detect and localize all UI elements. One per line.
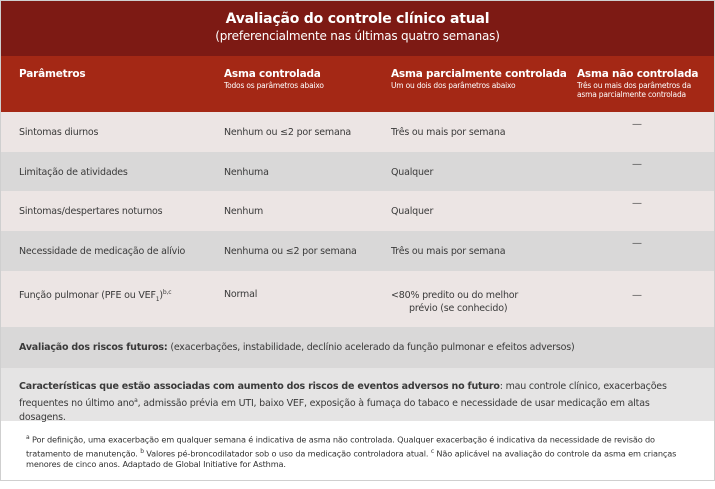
future-risk-row: [1, 327, 714, 368]
controlled-cell: Nenhum ou ≤2 por semana: [224, 127, 352, 138]
controlled-cell: Nenhuma: [224, 167, 269, 178]
column-header-uncontrolled: Asma não controlada Três ou mais dos parâmetros da asma parcialmente controlada: [577, 68, 699, 99]
table-row: [1, 112, 714, 152]
controlled-cell: Nenhum: [224, 206, 264, 217]
column-header-controlled: Asma controlada Todos os parâmetros abaixo: [224, 68, 324, 90]
param-cell: Necessidade de medicação de alívio: [19, 246, 186, 257]
uncontrolled-cell: —: [632, 119, 642, 130]
param-cell: Função pulmonar (PFE ou $VEF_1)^{b,c}$: [19, 289, 172, 304]
uncontrolled-cell: —: [632, 198, 642, 209]
characteristics-row: [1, 368, 714, 424]
footnotes: $^a$ Por definição, uma exacerbação em qualquer semana é indicativa de asma não controlada. Qualquer exacerbação é indicativa da necessidade de revisão do tratamento de manutenção. $^b$ Valores pé-broncodilatador sob o uso da medicação controladora atual. $^c$ Não aplicável na avaliação do controle da asma em crianças menores de cinco anos. Adaptado de Global Initiative for Asthma.: [26, 434, 677, 470]
partial-cell: Qualquer: [391, 167, 434, 178]
title-bar: [1, 1, 714, 56]
partial-cell: <80% predito ou do melhor prévio (se conhecido): [391, 290, 519, 314]
controlled-cell: Normal: [224, 289, 258, 300]
controlled-cell: Nenhuma ou ≤2 por semana: [224, 246, 357, 257]
table-row: [1, 152, 714, 191]
page-title: Avaliação do controle clínico atual: [225, 11, 490, 27]
param-cell: Sintomas/despertares noturnos: [19, 206, 163, 217]
column-header-partial: Asma parcialmente controlada Um ou dois dos parâmetros abaixo: [391, 68, 567, 90]
uncontrolled-cell: —: [632, 290, 642, 301]
page-subtitle: (preferencialmente nas últimas quatro semanas): [215, 29, 500, 43]
partial-cell: Qualquer: [391, 206, 434, 217]
uncontrolled-cell: —: [632, 159, 642, 170]
future-risk-text: Avaliação dos riscos futuros: (exacerbações, instabilidade, declínio acelerado da função pulmonar e efeitos adversos): [19, 342, 575, 353]
partial-cell: Três ou mais por semana: [391, 246, 506, 257]
column-header-parameters: Parâmetros: [19, 68, 86, 80]
table-row: [1, 231, 714, 271]
partial-cell: Três ou mais por semana: [391, 127, 506, 138]
table-row: [1, 271, 714, 327]
param-cell: Limitação de atividades: [19, 167, 128, 178]
param-cell: Sintomas diurnos: [19, 127, 99, 138]
table-row: [1, 191, 714, 231]
table-header: [1, 56, 714, 112]
uncontrolled-cell: —: [632, 238, 642, 249]
characteristics-text: Características que estão associadas com aumento dos riscos de eventos adversos no futuro: mau controle clínico, exacerbações frequentes no último ano$^a$, admissão prévia em UTI, baixo VEF, exposição à fumaça do tabaco e necessidade de usar medicação em altas dosagens.: [19, 381, 667, 424]
